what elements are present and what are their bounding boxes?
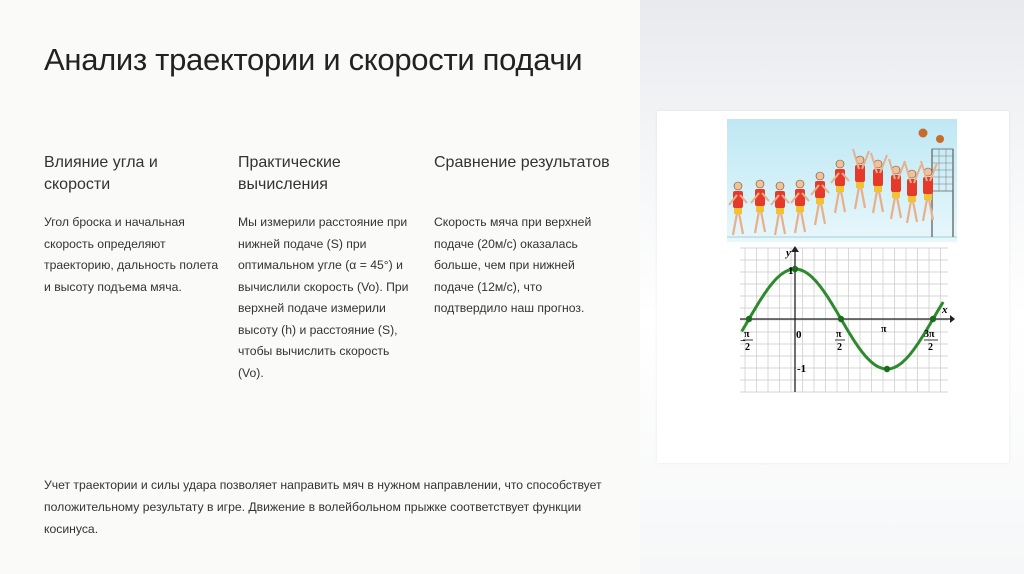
- ball-icon: [919, 129, 928, 138]
- x-tick-half-pi: [835, 329, 845, 353]
- cosine-graph-svg: [740, 244, 955, 394]
- player-figure: [889, 159, 905, 219]
- player-figure: [905, 163, 921, 223]
- x-tick-three-half-pi: [924, 329, 938, 353]
- y-tick-minus-1: -1: [797, 363, 807, 375]
- player-figures: [729, 149, 937, 235]
- footer-summary: Учет траектории и силы удара позволяет направить мяч в нужном направлении, что способствует положительному результату в игре. Движение в волейбольном прыжке соответствует функции косинуса.: [44, 478, 602, 536]
- player-figure: [791, 180, 809, 233]
- tick-denominator: 2: [928, 342, 933, 353]
- player-figure: [771, 182, 789, 235]
- player-figure: [729, 182, 747, 235]
- volleyball-jump-sequence-image: [727, 119, 957, 242]
- column-heading: Влияние угла и скорости: [44, 154, 158, 193]
- curve-point: [930, 316, 936, 322]
- tick-numerator: 3π: [924, 329, 935, 340]
- x-tick-pi: π: [881, 324, 887, 335]
- volleyball-players-drawing: [727, 119, 957, 242]
- minus-sign: −: [740, 336, 746, 347]
- player-figure: [811, 172, 829, 225]
- column-heading: Сравнение результатов: [434, 154, 610, 171]
- y-axis-label: y: [786, 247, 791, 259]
- player-figure: [871, 153, 887, 213]
- tick-numerator: π: [836, 329, 842, 340]
- slide-title: Анализ траектории и скорости подачи: [44, 42, 583, 77]
- x-axis-label: x: [942, 304, 948, 316]
- curve-point: [746, 316, 752, 322]
- column-comparison: [434, 152, 614, 315]
- column-text: Угол броска и начальная скорость определяют траекторию, дальность полета и высоту подъема мяча.: [44, 215, 219, 294]
- tick-denominator: 2: [745, 342, 750, 353]
- x-axis-arrow-icon: [950, 315, 955, 323]
- column-heading: Практические вычисления: [238, 154, 341, 193]
- illustration-card: [657, 111, 1009, 463]
- column-text: Скорость мяча при верхней подаче (20м/с) оказалась больше, чем при нижней подаче (12м/с), что подтвердило наш прогноз.: [434, 215, 592, 315]
- y-axis-arrow-icon: [791, 246, 799, 252]
- x-tick-neg-half-pi: [740, 329, 753, 353]
- player-figure: [831, 160, 849, 213]
- cosine-graph: [740, 244, 955, 394]
- column-text: Мы измерили расстояние при нижней подаче (S) при оптимальном угле (α = 45°) и вычислили скорость (Vo). При верхней подаче измерили высоту (h) и расстояние (S), чтобы вычислить скорость (Vo).: [238, 215, 409, 380]
- column-angle-speed: [44, 152, 224, 294]
- tick-numerator: π: [744, 329, 750, 340]
- volleyball-net: [932, 149, 953, 237]
- player-figure: [853, 149, 869, 209]
- y-tick-1: 1: [788, 265, 794, 277]
- origin-label: 0: [796, 329, 802, 341]
- ball-icon: [936, 135, 944, 143]
- tick-denominator: 2: [837, 342, 842, 353]
- column-calculations: [238, 152, 418, 380]
- player-figure: [751, 180, 769, 233]
- curve-point: [884, 366, 890, 372]
- curve-point: [838, 316, 844, 322]
